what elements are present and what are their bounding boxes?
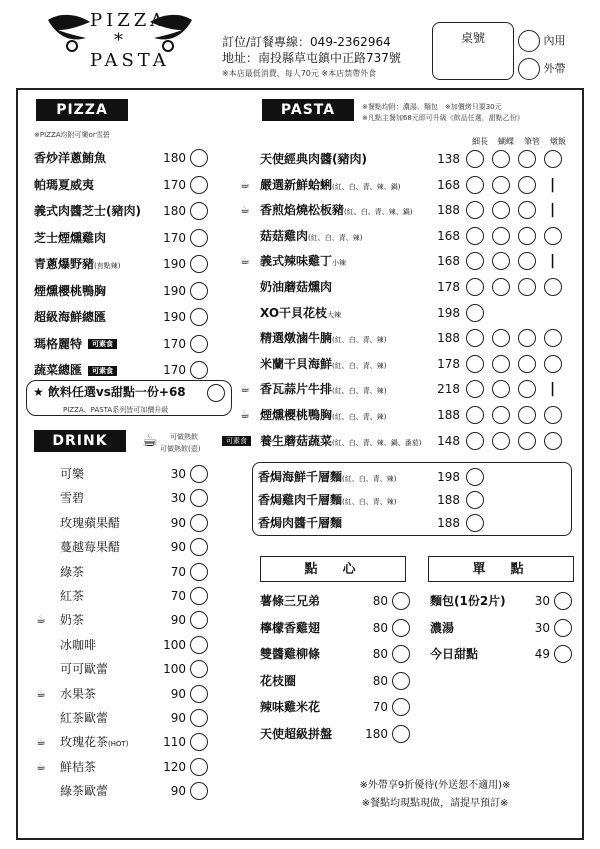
pasta-item-note: (紅、白、青、辣) <box>332 387 387 396</box>
snack-item <box>260 617 420 639</box>
pasta-item <box>240 174 580 196</box>
snack-item-name: 天使超級拼盤 <box>260 726 333 741</box>
pasta-item <box>240 276 580 298</box>
pizza-item-checkbox[interactable] <box>190 335 208 353</box>
pasta-item-name: 香煎焰燒松板豬(紅、白、青、辣、鍋) <box>260 203 413 218</box>
drink-item-name: 可樂 <box>60 467 85 481</box>
pasta-option-checkbox[interactable] <box>466 150 484 168</box>
pasta-option-checkbox[interactable] <box>492 227 510 245</box>
single-item-price: 30 <box>534 594 550 608</box>
drink-item-price: 110 <box>163 735 186 750</box>
footer-line-2: ※餐點均現點現做，請提早預訂※ <box>361 798 509 809</box>
drink-item-checkbox[interactable] <box>190 660 208 678</box>
drink-item <box>22 512 222 534</box>
pasta-item-price: 178 <box>437 280 460 294</box>
pizza-item-price: 170 <box>163 230 186 245</box>
drink-item <box>22 634 222 656</box>
pasta-item <box>240 302 580 324</box>
pasta-item-name: 義式辣味雞丁小辣 <box>260 254 347 269</box>
drink-item-checkbox[interactable] <box>190 611 208 629</box>
snack-section-title: 點 心 <box>260 556 406 582</box>
pasta-item-name: 養生蘑菇蔬菜(紅、白、青、辣、鍋、番茄) <box>260 433 422 448</box>
logo-word-pizza: PIZZA <box>90 10 168 31</box>
snack-item-checkbox[interactable] <box>392 645 410 663</box>
pizza-item-price: 170 <box>163 336 186 351</box>
teapot-icon: ☕ <box>240 203 250 217</box>
pasta-note-1: ※餐點均附：濃湯、麵包 ※加價烤只要30元 <box>362 103 502 111</box>
dine-in-option[interactable] <box>518 30 566 52</box>
pasta-item-price: 188 <box>437 408 460 422</box>
drink-hot-note: 可做熱飲 <box>170 433 198 441</box>
pasta-option-checkbox[interactable] <box>492 329 510 347</box>
snack-item-checkbox[interactable] <box>392 725 410 743</box>
drink-item-note: (HOT) <box>108 740 129 749</box>
lasagna-item-note: (紅、白、青、辣) <box>342 475 397 483</box>
promo-note: PIZZA、PASTA系列皆可加價升級 <box>63 406 169 414</box>
lasagna-item <box>258 512 498 534</box>
snack-item-name: 薯條三兄弟 <box>260 594 321 608</box>
drink-item-price: 90 <box>170 515 186 530</box>
pizza-section-title: PIZZA <box>36 99 128 121</box>
pasta-option-checkbox[interactable] <box>466 176 484 194</box>
pasta-option-checkbox[interactable] <box>466 406 484 424</box>
single-item <box>430 643 580 665</box>
single-item <box>430 590 580 612</box>
drink-item-price: 30 <box>170 491 186 506</box>
pasta-column-header: 筆管 <box>524 137 540 146</box>
pasta-option-checkbox[interactable] <box>466 227 484 245</box>
pasta-option-checkbox[interactable] <box>544 278 562 296</box>
drink-item-price: 90 <box>170 711 186 725</box>
pizza-item-price: 190 <box>163 257 186 271</box>
single-item-name: 今日甜點 <box>430 647 479 661</box>
pizza-item <box>34 280 214 302</box>
pasta-item-note: 大辣 <box>327 310 342 319</box>
pizza-item-price: 170 <box>163 363 186 377</box>
drink-item-checkbox[interactable] <box>190 733 208 751</box>
takeout-option[interactable] <box>518 58 566 80</box>
pasta-item-price: 138 <box>437 152 460 166</box>
logo-star: * <box>114 30 127 51</box>
pasta-item-price: 188 <box>437 203 460 218</box>
pasta-item-name: 奶油蘑菇燻肉 <box>260 280 333 294</box>
pizza-item <box>34 227 214 249</box>
pasta-item-name: 煙燻櫻桃鴨胸(紅、白、青、辣) <box>260 408 387 422</box>
single-item-price: 49 <box>534 647 550 661</box>
pasta-option-checkbox[interactable] <box>466 201 484 219</box>
drink-item-name: 玫瑰花茶(HOT) <box>60 735 129 750</box>
snack-item-name: 雙醬雞柳條 <box>260 647 321 661</box>
drink-item-checkbox[interactable] <box>190 538 208 556</box>
pasta-option-checkbox[interactable] <box>466 304 484 322</box>
single-item-price: 30 <box>534 620 550 635</box>
drink-item-price: 90 <box>170 613 186 628</box>
snack-item-checkbox[interactable] <box>392 619 410 637</box>
pasta-item-name: 香瓦蒜片牛排(紅、白、青、辣) <box>260 382 387 397</box>
pasta-option-checkbox[interactable] <box>518 355 536 373</box>
pasta-option-checkbox[interactable] <box>466 380 484 398</box>
pasta-option-checkbox[interactable] <box>466 252 484 270</box>
pizza-item-price: 180 <box>163 151 186 165</box>
drink-item-checkbox[interactable] <box>190 465 208 483</box>
dine-in-label: 內用 <box>543 34 566 47</box>
pasta-item-price: 148 <box>437 433 460 448</box>
pizza-item <box>34 359 214 381</box>
drink-item-price: 30 <box>170 467 186 481</box>
pizza-item-name: 義式肉醬芝士(豬肉) <box>34 204 141 218</box>
single-item-checkbox[interactable] <box>554 592 572 610</box>
pizza-item-checkbox[interactable] <box>190 176 208 194</box>
drink-item-checkbox[interactable] <box>190 636 208 654</box>
pasta-option-checkbox[interactable] <box>544 227 562 245</box>
pizza-item <box>34 333 214 355</box>
snack-item <box>260 670 420 692</box>
drink-item-checkbox[interactable] <box>190 489 208 507</box>
pizza-item-name: 瑪格麗特 可素食 <box>34 333 117 355</box>
pizza-item-name: 超級海鮮總匯 <box>34 310 107 324</box>
single-item-checkbox[interactable] <box>554 619 572 637</box>
pasta-section-title: PASTA <box>262 99 354 121</box>
pasta-item-note: (紅、白、青、辣) <box>308 233 363 242</box>
snack-item-price: 80 <box>372 620 388 635</box>
pizza-item <box>34 200 214 222</box>
pasta-note-2: ※凡點主餐加68元即可升級《飲品任選，甜點乙份》 <box>362 114 524 122</box>
drink-item-checkbox[interactable] <box>190 709 208 727</box>
pizza-item-price: 190 <box>163 283 186 298</box>
takeout-checkbox[interactable] <box>518 58 540 80</box>
pasta-item-note: (紅、白、青、辣、鍋、番茄) <box>332 438 422 447</box>
drink-item-price: 120 <box>163 759 186 774</box>
pasta-option-checkbox[interactable] <box>544 329 562 347</box>
pasta-item-name: 精選燉滷牛腩(紅、白、青、辣) <box>260 331 387 346</box>
pasta-option-checkbox[interactable] <box>466 355 484 373</box>
pasta-option-checkbox[interactable] <box>492 380 510 398</box>
pizza-item-note: (有點辣) <box>94 262 121 270</box>
divider-mark: | <box>550 253 556 270</box>
pasta-option-checkbox[interactable] <box>492 252 510 270</box>
pizza-item-checkbox[interactable] <box>190 202 208 220</box>
pasta-item-note: (紅、白、青、辣、鍋) <box>332 182 401 191</box>
teapot-icon: ☕ <box>36 759 46 773</box>
snack-item-price: 70 <box>372 700 388 714</box>
drink-item <box>22 609 222 631</box>
pasta-item-price: 198 <box>437 305 460 320</box>
lasagna-item-price: 188 <box>437 516 460 530</box>
drink-item-name: 水果茶 <box>60 686 97 701</box>
drink-item <box>22 561 222 583</box>
logo <box>40 8 200 78</box>
drink-item-price: 70 <box>170 564 186 579</box>
drink-item-name: 鮮桔茶 <box>60 759 97 774</box>
pasta-option-checkbox[interactable] <box>518 176 536 194</box>
snack-item-price: 180 <box>365 726 388 741</box>
pasta-option-checkbox[interactable] <box>466 329 484 347</box>
pasta-column-header: 燉飯 <box>550 137 566 146</box>
snack-item-name: 花枝圈 <box>260 673 297 688</box>
drink-item-checkbox[interactable] <box>190 587 208 605</box>
promo-checkbox[interactable] <box>207 384 225 402</box>
pizza-item-price: 170 <box>163 177 186 192</box>
pasta-option-checkbox[interactable] <box>492 432 510 450</box>
drink-item-price: 90 <box>170 784 186 799</box>
drink-item-name: 雪碧 <box>60 491 85 506</box>
drink-item-name: 蔓越莓果醋 <box>60 540 121 555</box>
lasagna-item-name: 香焗雞肉千層麵(紅、白、青、辣) <box>258 493 397 507</box>
drink-item-checkbox[interactable] <box>190 685 208 703</box>
pasta-veg-tag: 可素食 <box>222 436 251 446</box>
pizza-note: ※PIZZA均附可樂or雪碧 <box>34 131 110 139</box>
drink-item <box>22 780 222 802</box>
policy-note: ※本店最低消費，每人70元 ※本店禁帶外食 <box>222 69 377 78</box>
snack-item-price: 80 <box>372 647 388 661</box>
drink-item-name: 冰咖啡 <box>60 637 97 652</box>
pizza-item-name: 香炒洋蔥鮪魚 <box>34 151 107 165</box>
drink-item-name: 綠茶 <box>60 564 85 579</box>
promo-box <box>26 380 232 416</box>
drink-hot-note-pot: 可做熱飲(壺) <box>160 445 201 453</box>
pasta-item-price: 168 <box>437 228 460 243</box>
pasta-option-checkbox[interactable] <box>518 278 536 296</box>
pasta-item <box>240 225 580 247</box>
pizza-item <box>34 306 214 328</box>
takeout-label: 外帶 <box>543 62 566 75</box>
pizza-item-checkbox[interactable] <box>190 255 208 273</box>
pasta-item-price: 178 <box>437 356 460 371</box>
lasagna-item-checkbox[interactable] <box>466 468 484 486</box>
phone: 訂位/訂餐專線：049-2362964 <box>222 35 391 49</box>
drink-item <box>22 707 222 729</box>
drink-item <box>22 585 222 607</box>
pasta-option-checkbox[interactable] <box>492 406 510 424</box>
pasta-option-checkbox[interactable] <box>492 150 510 168</box>
pasta-option-checkbox[interactable] <box>518 380 536 398</box>
pasta-item-price: 168 <box>437 254 460 269</box>
pasta-option-checkbox[interactable] <box>466 278 484 296</box>
drink-item <box>22 658 222 680</box>
pizza-item-price: 190 <box>163 310 186 324</box>
pasta-option-checkbox[interactable] <box>466 432 484 450</box>
drink-item-name: 綠茶歐蕾 <box>60 784 109 799</box>
pasta-item-note: 小辣 <box>332 259 347 268</box>
drink-item-checkbox[interactable] <box>190 782 208 800</box>
drink-item-price: 100 <box>163 662 186 677</box>
lasagna-item-price: 188 <box>437 493 460 507</box>
teapot-icon: ☕ <box>240 254 250 268</box>
pasta-item-name: XO干貝花枝大辣 <box>260 305 342 320</box>
footer-line-1: ※外帶享9折優待(外送恕不適用)※ <box>359 780 511 791</box>
pasta-item <box>240 353 580 375</box>
teapot-icon: ☕ <box>240 408 250 421</box>
pasta-item-note: (紅、白、青、辣、鍋) <box>344 208 413 217</box>
snack-item <box>260 590 420 612</box>
pizza-item-checkbox[interactable] <box>190 149 208 167</box>
pasta-option-checkbox[interactable] <box>518 252 536 270</box>
teapot-icon: ☕ <box>240 382 250 396</box>
pasta-option-checkbox[interactable] <box>518 432 536 450</box>
drink-item <box>22 487 222 509</box>
snack-item <box>260 696 420 718</box>
snack-item <box>260 723 420 745</box>
pasta-option-checkbox[interactable] <box>518 406 536 424</box>
drink-item-checkbox[interactable] <box>190 514 208 532</box>
teapot-icon: ☕ <box>36 735 46 749</box>
pizza-item <box>34 253 214 275</box>
drink-item-checkbox[interactable] <box>190 758 208 776</box>
lasagna-item-name: 香焗肉醬千層麵 <box>258 516 343 530</box>
pizza-item-name: 芝士煙燻雞肉 <box>34 230 107 245</box>
single-item-name: 麵包(1份2片) <box>430 594 506 608</box>
pizza-item <box>34 174 214 196</box>
pasta-item <box>240 327 580 349</box>
pasta-column-header: 蝴蝶 <box>498 137 514 146</box>
lasagna-item-note: (紅、白、青、辣) <box>342 498 397 506</box>
drink-section-title: DRINK <box>34 430 126 452</box>
snack-item-name: 檸檬香雞翅 <box>260 620 321 635</box>
lasagna-item-name: 香焗海鮮千層麵(紅、白、青、辣) <box>258 470 397 484</box>
single-section-title: 單 點 <box>428 556 574 582</box>
drink-item-price: 90 <box>170 540 186 555</box>
drink-item-name: 可可歐蕾 <box>60 662 109 677</box>
pasta-item-price: 188 <box>437 331 460 346</box>
pizza-item-checkbox[interactable] <box>190 308 208 326</box>
pizza-item <box>34 147 214 169</box>
table-number-label: 桌號 <box>460 31 485 45</box>
drink-item-name: 紅茶 <box>60 589 85 603</box>
snack-item-price: 80 <box>372 673 388 688</box>
pasta-option-checkbox[interactable] <box>544 406 562 424</box>
pizza-item-name: 帕瑪夏威夷 <box>34 177 95 192</box>
pasta-column-header: 細長 <box>472 137 488 146</box>
drink-item-checkbox[interactable] <box>190 563 208 581</box>
pasta-option-checkbox[interactable] <box>492 176 510 194</box>
pasta-item <box>240 378 580 400</box>
pasta-item-name: 菇菇雞肉(紅、白、青、辣) <box>260 228 363 243</box>
pasta-option-checkbox[interactable] <box>518 150 536 168</box>
lasagna-item-checkbox[interactable] <box>466 491 484 509</box>
drink-item <box>22 463 222 485</box>
pasta-item-note: (紅、白、青、辣) <box>332 361 387 370</box>
teapot-icon: ☕ <box>240 177 250 191</box>
pasta-option-checkbox[interactable] <box>544 150 562 168</box>
pizza-item-checkbox[interactable] <box>190 361 208 379</box>
pizza-item-checkbox[interactable] <box>190 229 208 247</box>
pizza-item-checkbox[interactable] <box>190 282 208 300</box>
contact-info <box>222 34 401 82</box>
dine-in-checkbox[interactable] <box>518 30 540 52</box>
drink-item-price: 70 <box>170 589 186 603</box>
address: 地址：南投縣草屯鎮中正路737號 <box>222 51 401 65</box>
pasta-item-note: (紅、白、青、辣) <box>332 413 387 421</box>
single-item-checkbox[interactable] <box>554 645 572 663</box>
pasta-item-name: 米蘭干貝海鮮(紅、白、青、辣) <box>260 356 387 371</box>
lasagna-item-checkbox[interactable] <box>466 514 484 532</box>
pasta-option-checkbox[interactable] <box>518 201 536 219</box>
pasta-item <box>240 430 580 452</box>
drink-item <box>22 683 222 705</box>
snack-item-checkbox[interactable] <box>392 592 410 610</box>
snack-item-checkbox[interactable] <box>392 698 410 716</box>
snack-item <box>260 643 420 665</box>
pasta-option-checkbox[interactable] <box>544 432 562 450</box>
drink-item-name: 紅茶歐蕾 <box>60 711 109 725</box>
teapot-icon: ☕ <box>142 430 159 451</box>
table-number-box[interactable] <box>432 22 514 80</box>
pasta-item-name: 嚴選新鮮蛤蜊(紅、白、青、辣、鍋) <box>260 177 401 192</box>
drink-item <box>22 756 222 778</box>
veg-tag: 可素食 <box>88 366 117 376</box>
snack-item-price: 80 <box>372 594 388 608</box>
drink-item <box>22 536 222 558</box>
teapot-icon: ☕ <box>36 686 46 700</box>
pasta-option-checkbox[interactable] <box>492 201 510 219</box>
drink-item-price: 90 <box>170 686 186 701</box>
divider-mark: | <box>550 202 556 219</box>
pasta-option-checkbox[interactable] <box>518 227 536 245</box>
lasagna-item <box>258 466 498 488</box>
pizza-item-name: 青蔥爆野豬(有點辣) <box>34 257 121 271</box>
single-item <box>430 617 580 639</box>
divider-mark: | <box>550 381 556 398</box>
veg-tag: 可素食 <box>88 339 117 349</box>
pasta-option-checkbox[interactable] <box>518 329 536 347</box>
pasta-option-checkbox[interactable] <box>492 355 510 373</box>
snack-item-checkbox[interactable] <box>392 672 410 690</box>
pasta-item <box>240 250 580 272</box>
promo-text: ★ 飲料任選vs甜點一份+68 <box>33 385 186 399</box>
lasagna-item <box>258 489 498 511</box>
pasta-item-price: 168 <box>437 177 460 192</box>
pasta-item-note: (紅、白、青、辣) <box>332 336 387 345</box>
pasta-item-price: 218 <box>437 382 460 397</box>
drink-item-name: 奶茶 <box>60 613 85 628</box>
pasta-item <box>240 404 580 426</box>
pasta-item <box>240 148 580 170</box>
pasta-option-checkbox[interactable] <box>492 278 510 296</box>
drink-item-price: 100 <box>163 637 186 652</box>
pizza-item-name: 煙燻櫻桃鴨胸 <box>34 283 107 298</box>
teapot-icon: ☕ <box>36 613 46 627</box>
pizza-item-price: 180 <box>163 204 186 218</box>
lasagna-item-price: 198 <box>437 470 460 484</box>
divider-mark: | <box>550 176 556 193</box>
snack-item-name: 辣味雞米花 <box>260 700 321 714</box>
pasta-option-checkbox[interactable] <box>544 355 562 373</box>
drink-item <box>22 731 222 753</box>
pizza-item-name: 蔬菜總匯 可素食 <box>34 359 117 381</box>
drink-item-name: 玫瑰蘋果醋 <box>60 515 121 530</box>
single-item-name: 濃湯 <box>430 620 455 635</box>
logo-word-pasta: PASTA <box>90 50 170 71</box>
pasta-item <box>240 199 580 221</box>
pasta-item-name: 天使經典肉醬(豬肉) <box>260 152 367 166</box>
